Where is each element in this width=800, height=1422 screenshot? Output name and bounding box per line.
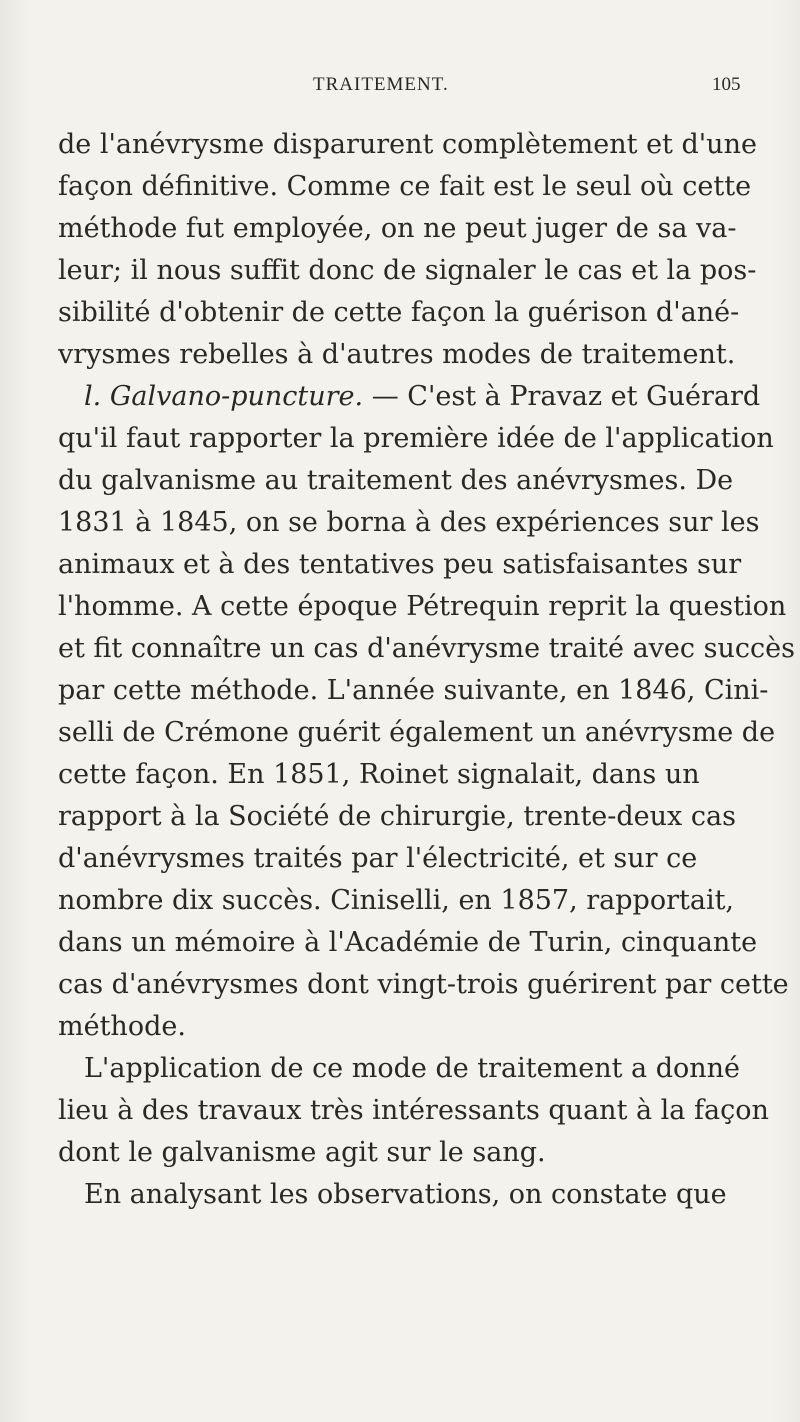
text-line: de l'anévrysme disparurent complètement et d'une	[58, 129, 757, 160]
text-line: d'anévrysmes traités par l'électricité, et sur ce	[58, 843, 698, 874]
text-line: rapport à la Société de chirurgie, trente-deux cas	[58, 801, 736, 832]
text-line: l'homme. A cette époque Pétrequin reprit la question	[58, 591, 787, 622]
text-line: L'application de ce mode de traitement a donné	[84, 1053, 740, 1084]
text-line: méthode.	[58, 1011, 186, 1042]
text-line: lieu à des travaux très intéressants quant à la façon	[58, 1095, 769, 1126]
section-title: Galvano-puncture.	[109, 381, 364, 412]
text-line: dans un mémoire à l'Académie de Turin, cinquante	[58, 927, 758, 958]
text-line: sibilité d'obtenir de cette façon la guérison d'ané-	[58, 297, 740, 328]
section-heading-line	[84, 380, 760, 414]
text-line: du galvanisme au traitement des anévrysmes. De	[58, 465, 734, 496]
text-line: par cette méthode. L'année suivante, en 1846, Cini-	[58, 675, 769, 706]
page-number: 105	[712, 74, 741, 95]
text-line: vrysmes rebelles à d'autres modes de traitement.	[58, 339, 736, 370]
text-line: méthode fut employée, on ne peut juger de sa va-	[58, 213, 737, 244]
text-line: selli de Crémone guérit également un anévrysme de	[58, 717, 776, 748]
text-line: façon définitive. Comme ce fait est le seul où cette	[58, 171, 752, 202]
text-line: cas d'anévrysmes dont vingt-trois guérirent par cette	[58, 969, 789, 1000]
text-line: cette façon. En 1851, Roinet signalait, dans un	[58, 759, 700, 790]
text-line: dont le galvanisme agit sur le sang.	[58, 1137, 546, 1168]
text-line: et fit connaître un cas d'anévrysme traité avec succès	[58, 633, 795, 664]
text-line: animaux et à des tentatives peu satisfaisantes sur	[58, 549, 742, 580]
text-line: leur; il nous suffit donc de signaler le cas et la pos-	[58, 255, 757, 286]
text-line: qu'il faut rapporter la première idée de l'application	[58, 423, 774, 454]
text-line: nombre dix succès. Ciniselli, en 1857, rapportait,	[58, 885, 735, 916]
text-line-rest: — C'est à Pravaz et Guérard	[371, 381, 761, 412]
section-mark: l.	[84, 381, 102, 412]
running-title: TRAITEMENT.	[313, 74, 449, 95]
text-line: En analysant les observations, on constate que	[84, 1179, 727, 1210]
text-line: 1831 à 1845, on se borna à des expériences sur les	[58, 507, 760, 538]
